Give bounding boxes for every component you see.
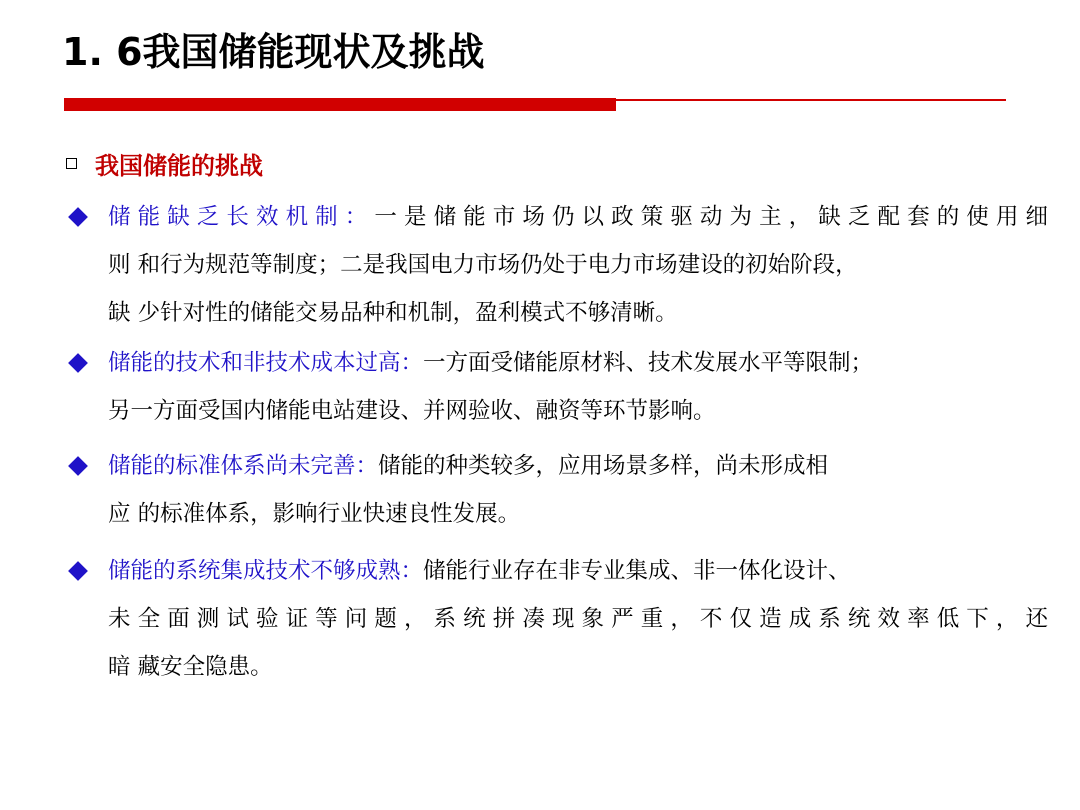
bullet-lead: 储能的技术和非技术成本过高： — [108, 350, 424, 376]
bullet-text — [108, 547, 1048, 691]
slide-title: 1. 6我国储能现状及挑战 — [62, 30, 485, 74]
title-underline-thin — [616, 99, 1006, 101]
bullet-line-3: 缺 少针对性的储能交易品种和机制，盈利模式不够清晰。 — [108, 300, 678, 326]
bullet-body: 一是储能市场仍以政策驱动为主，缺乏配套的使用细 — [374, 204, 1048, 230]
bullet-lead: 储能的标准体系尚未完善： — [108, 453, 379, 479]
bullet-body: 储能的种类较多，应用场景多样，尚未形成相 — [378, 453, 829, 479]
bullet-body: 储能行业存在非专业集成、非一体化设计、 — [423, 558, 851, 584]
bullet-line-3: 暗 藏安全隐患。 — [108, 654, 273, 680]
bullet-line-2: 则 和行为规范等制度；二是我国电力市场仍处于电力市场建设的初始阶段， — [108, 252, 858, 278]
bullet-line-2: 另一方面受国内储能电站建设、并网验收、融资等环节影响。 — [108, 398, 716, 424]
diamond-bullet-icon — [68, 353, 88, 373]
bullet-text — [108, 193, 1048, 337]
bullet-line-1 — [108, 339, 1048, 387]
bullet-line-1 — [108, 193, 1048, 241]
bullet-text — [108, 339, 1048, 435]
bullet-line-1 — [108, 442, 1048, 490]
bullet-text — [108, 442, 1048, 538]
diamond-bullet-icon — [68, 561, 88, 581]
section-heading-text: 我国储能的挑战 — [95, 151, 263, 180]
bullet-line-1 — [108, 547, 1048, 595]
square-bullet-icon — [66, 158, 77, 169]
title-underline-thick — [64, 98, 616, 111]
bullet-body: 一方面受储能原材料、技术发展水平等限制； — [423, 350, 874, 376]
bullet-line-2: 未全面测试验证等问题，系统拼凑现象严重，不仅造成系统效率低下，还 — [108, 606, 1048, 632]
bullet-line-2: 应 的标准体系，影响行业快速良性发展。 — [108, 501, 521, 527]
bullet-lead: 储能缺乏长效机制： — [108, 204, 375, 230]
bullet-lead: 储能的系统集成技术不够成熟： — [108, 558, 424, 584]
diamond-bullet-icon — [68, 456, 88, 476]
section-heading — [66, 143, 263, 183]
diamond-bullet-icon — [68, 207, 88, 227]
